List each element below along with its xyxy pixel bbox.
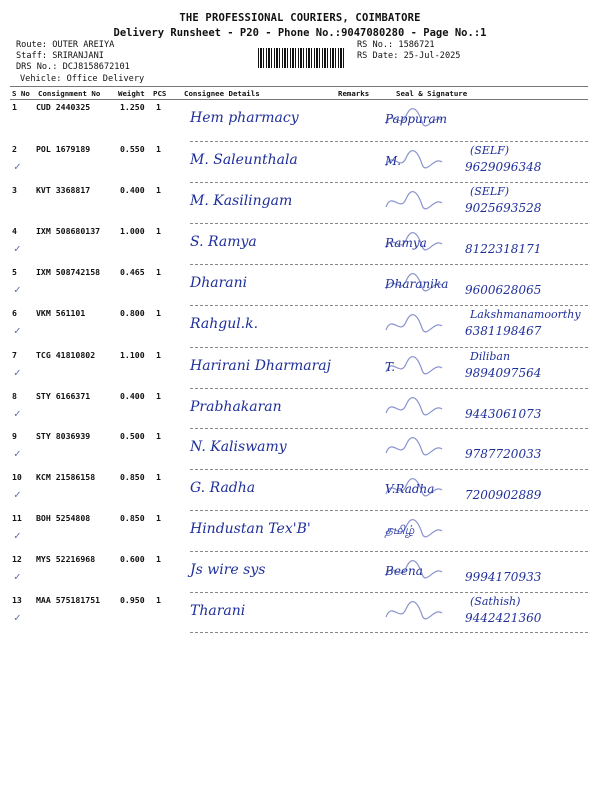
pcs-cell: 1 xyxy=(156,431,161,441)
seal-phone-handwriting: 8122318171 xyxy=(465,242,542,256)
weight-cell: 0.500 xyxy=(120,431,145,441)
check-mark-icon: ✓ xyxy=(14,611,21,624)
signature-scribble xyxy=(382,187,452,217)
seal-name-handwriting: Beena xyxy=(385,564,423,578)
seal-phone-handwriting: 7200902889 xyxy=(465,488,542,502)
consignment-cell: KVT 3368817 xyxy=(36,185,91,195)
table-row xyxy=(10,470,588,511)
consignee-handwriting: M. Kasilingam xyxy=(190,193,293,209)
pcs-cell: 1 xyxy=(156,185,161,195)
signature-scribble xyxy=(382,393,452,423)
sno-cell: 13 xyxy=(12,595,22,605)
table-row xyxy=(10,552,588,593)
signature-scribble xyxy=(382,104,452,134)
check-mark-icon: ✓ xyxy=(14,160,21,173)
seal-phone-handwriting: 9894097564 xyxy=(465,366,542,380)
consignment-cell: STY 6166371 xyxy=(36,391,91,401)
table-row xyxy=(10,224,588,265)
table-row xyxy=(10,142,588,183)
seal-name-handwriting: Dharanika xyxy=(385,277,449,291)
pcs-cell: 1 xyxy=(156,102,161,112)
seal-note-handwriting: Diliban xyxy=(470,350,511,363)
col-consignment: Consignment No xyxy=(38,89,101,98)
consignment-cell: MAA 575181751 xyxy=(36,595,101,605)
check-mark-icon: ✓ xyxy=(14,570,21,583)
consignee-handwriting: Hindustan Tex'B' xyxy=(190,521,311,537)
staff-label: Staff: SRIRANJANI xyxy=(16,51,104,61)
col-remarks: Remarks xyxy=(338,89,370,98)
check-mark-icon: ✓ xyxy=(14,242,21,255)
seal-name-handwriting: தமிழ் xyxy=(385,523,415,537)
consignee-handwriting: M. Saleunthala xyxy=(190,152,298,168)
signature-scribble xyxy=(382,597,452,627)
pcs-cell: 1 xyxy=(156,513,161,523)
weight-cell: 1.100 xyxy=(120,350,145,360)
sno-cell: 11 xyxy=(12,513,22,523)
signature-scribble xyxy=(382,515,452,545)
table-row xyxy=(10,593,588,633)
pcs-cell: 1 xyxy=(156,226,161,236)
seal-name-handwriting: T. xyxy=(385,360,396,374)
pcs-cell: 1 xyxy=(156,391,161,401)
sno-cell: 8 xyxy=(12,391,17,401)
consignment-cell: VKM 561101 xyxy=(36,308,86,318)
signature-scribble xyxy=(382,269,452,299)
weight-cell: 0.850 xyxy=(120,472,145,482)
col-consignee: Consignee Details xyxy=(184,89,260,98)
header-top-rule xyxy=(10,86,588,87)
seal-phone-handwriting: 9600628065 xyxy=(465,283,542,297)
sno-cell: 1 xyxy=(12,102,17,112)
table-row xyxy=(10,348,588,389)
pcs-cell: 1 xyxy=(156,554,161,564)
consignment-cell: TCG 41810802 xyxy=(36,350,96,360)
sno-cell: 6 xyxy=(12,308,17,318)
table-row xyxy=(10,265,588,306)
table-row xyxy=(10,511,588,552)
pcs-cell: 1 xyxy=(156,350,161,360)
weight-cell: 0.850 xyxy=(120,513,145,523)
consignee-handwriting: Js wire sys xyxy=(190,562,266,578)
row-divider xyxy=(190,632,588,633)
consignment-cell: CUD 2440325 xyxy=(36,102,91,112)
sno-cell: 12 xyxy=(12,554,22,564)
check-mark-icon: ✓ xyxy=(14,324,21,337)
weight-cell: 0.400 xyxy=(120,391,145,401)
barcode xyxy=(258,48,346,68)
sno-cell: 3 xyxy=(12,185,17,195)
col-seal: Seal & Signature xyxy=(396,89,468,98)
table-row xyxy=(10,100,588,142)
consignee-handwriting: Prabhakaran xyxy=(190,399,282,415)
table-row xyxy=(10,429,588,470)
pcs-cell: 1 xyxy=(156,267,161,277)
check-mark-icon: ✓ xyxy=(14,488,21,501)
seal-name-handwriting: Pappuram xyxy=(385,112,448,126)
consignment-cell: STY 8036939 xyxy=(36,431,91,441)
check-mark-icon: ✓ xyxy=(14,283,21,296)
seal-phone-handwriting: 9443061073 xyxy=(465,407,542,421)
col-sno: S No xyxy=(12,89,30,98)
seal-name-handwriting: V.Radha xyxy=(385,482,435,496)
col-weight: Weight xyxy=(118,89,145,98)
table-row xyxy=(10,389,588,429)
weight-cell: 0.465 xyxy=(120,267,145,277)
consignment-cell: IXM 508680137 xyxy=(36,226,101,236)
signature-scribble xyxy=(382,146,452,176)
vehicle-label: Vehicle: Office Delivery xyxy=(20,74,145,84)
weight-cell: 1.000 xyxy=(120,226,145,236)
seal-phone-handwriting: 6381198467 xyxy=(465,324,542,338)
pcs-cell: 1 xyxy=(156,308,161,318)
runsheet-subtitle: Delivery Runsheet - P20 - Phone No.:9047080280 - Page No.:1 xyxy=(113,27,487,39)
consignee-handwriting: Harirani Dharmaraj xyxy=(190,358,331,374)
weight-cell: 0.950 xyxy=(120,595,145,605)
seal-phone-handwriting: 9994170933 xyxy=(465,570,542,584)
seal-phone-handwriting: 9787720033 xyxy=(465,447,542,461)
consignment-cell: MYS 52216968 xyxy=(36,554,96,564)
consignment-cell: BOH 5254808 xyxy=(36,513,91,523)
seal-name-handwriting: M. xyxy=(385,154,402,168)
consignment-cell: POL 1679189 xyxy=(36,144,91,154)
seal-note-handwriting: Lakshmanamoorthy xyxy=(470,308,581,321)
consignee-handwriting: G. Radha xyxy=(190,480,256,496)
weight-cell: 0.800 xyxy=(120,308,145,318)
signature-scribble xyxy=(382,433,452,463)
consignee-handwriting: Rahgul.k. xyxy=(190,316,259,332)
consignment-cell: KCM 21586158 xyxy=(36,472,96,482)
drs-number: DRS No.: DCJ8158672101 xyxy=(16,62,130,72)
sno-cell: 5 xyxy=(12,267,17,277)
signature-scribble xyxy=(382,352,452,382)
weight-cell: 0.600 xyxy=(120,554,145,564)
weight-cell: 0.550 xyxy=(120,144,145,154)
consignee-handwriting: Hem pharmacy xyxy=(190,110,299,126)
seal-phone-handwriting: 9442421360 xyxy=(465,611,542,625)
seal-name-handwriting: Ramya xyxy=(385,236,427,250)
seal-phone-handwriting: 9025693528 xyxy=(465,201,542,215)
sno-cell: 7 xyxy=(12,350,17,360)
route-label: Route: OUTER AREIYA xyxy=(16,40,115,50)
company-title: THE PROFESSIONAL COURIERS, COIMBATORE xyxy=(179,12,421,24)
seal-note-handwriting: (SELF) xyxy=(470,185,510,198)
consignee-handwriting: Tharani xyxy=(190,603,246,619)
sno-cell: 10 xyxy=(12,472,22,482)
runsheet-meta-left xyxy=(16,40,130,73)
check-mark-icon: ✓ xyxy=(14,529,21,542)
sno-cell: 2 xyxy=(12,144,17,154)
table-row xyxy=(10,306,588,348)
signature-scribble xyxy=(382,474,452,504)
table-row xyxy=(10,183,588,224)
check-mark-icon: ✓ xyxy=(14,447,21,460)
pcs-cell: 1 xyxy=(156,144,161,154)
signature-scribble xyxy=(382,228,452,258)
seal-phone-handwriting: 9629096348 xyxy=(465,160,542,174)
sno-cell: 4 xyxy=(12,226,17,236)
signature-scribble xyxy=(382,556,452,586)
pcs-cell: 1 xyxy=(156,595,161,605)
signature-scribble xyxy=(382,310,452,340)
check-mark-icon: ✓ xyxy=(14,407,21,420)
consignee-handwriting: N. Kaliswamy xyxy=(190,439,287,455)
consignee-handwriting: S. Ramya xyxy=(190,234,257,250)
seal-note-handwriting: (SELF) xyxy=(470,144,510,157)
col-pcs: PCS xyxy=(153,89,167,98)
rs-number: RS No.: 1586721 xyxy=(357,40,435,50)
consignment-cell: IXM 508742158 xyxy=(36,267,101,277)
pcs-cell: 1 xyxy=(156,472,161,482)
seal-note-handwriting: (Sathish) xyxy=(470,595,521,608)
rs-date: RS Date: 25-Jul-2025 xyxy=(357,51,461,61)
runsheet-meta-right xyxy=(357,40,460,62)
weight-cell: 0.400 xyxy=(120,185,145,195)
weight-cell: 1.250 xyxy=(120,102,145,112)
check-mark-icon: ✓ xyxy=(14,366,21,379)
consignee-handwriting: Dharani xyxy=(190,275,248,291)
sno-cell: 9 xyxy=(12,431,17,441)
